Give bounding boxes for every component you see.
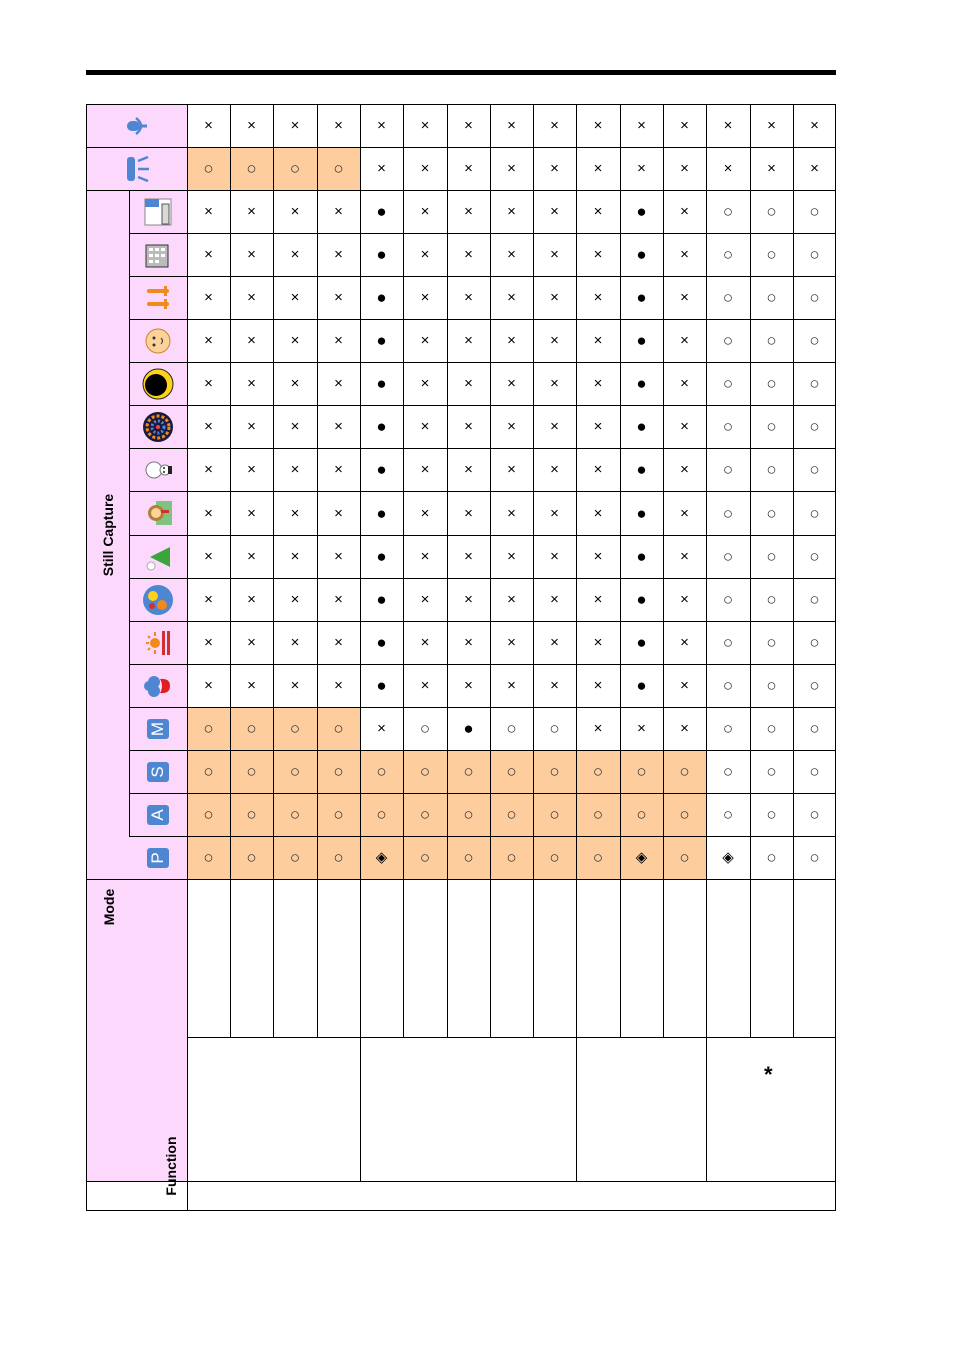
table-cell: × [420, 246, 430, 263]
table-cell: × [420, 418, 430, 435]
table-cell: ○ [809, 547, 820, 566]
table-cell: × [593, 634, 603, 651]
table-cell: ○ [203, 762, 214, 781]
table-cell: × [550, 634, 559, 651]
table-cell: × [680, 677, 689, 694]
table-cell: × [680, 418, 689, 435]
table-cell: × [290, 289, 300, 306]
table-cell: ○ [289, 159, 301, 178]
function-label: Function [163, 1136, 179, 1196]
table-cell: × [420, 289, 430, 306]
table-cell: × [204, 246, 213, 263]
table-cell: ○ [809, 805, 820, 824]
table-cell: × [723, 160, 733, 177]
table-cell: ○ [419, 805, 431, 824]
table-cell: × [464, 332, 473, 349]
table-cell: ○ [592, 848, 604, 867]
table-cell: ○ [766, 762, 777, 781]
table-cell: ◈ [722, 849, 734, 866]
table-cell: ● [376, 547, 387, 566]
table-cell: × [593, 375, 603, 392]
table-cell: × [550, 160, 559, 177]
table-cell: ○ [419, 719, 431, 738]
table-cell: × [204, 418, 213, 435]
table-cell: × [680, 720, 689, 737]
table-cell: × [377, 720, 386, 737]
table-cell: × [723, 117, 733, 134]
table-cell: × [290, 461, 300, 478]
table-cell: ● [636, 417, 647, 436]
table-cell: × [680, 634, 689, 651]
table-cell: × [593, 461, 603, 478]
table-cell: × [334, 677, 343, 694]
table-cell: × [420, 677, 430, 694]
table-cell: × [290, 591, 300, 608]
table-cell: ● [376, 202, 387, 221]
table-cell: ○ [203, 719, 214, 738]
table-cell: ○ [246, 159, 257, 178]
table-cell: × [593, 289, 603, 306]
table-cell: ○ [809, 331, 820, 350]
table-cell: ● [636, 245, 647, 264]
table-cell: × [507, 634, 516, 651]
table-cell: ○ [809, 202, 820, 221]
table-cell: ● [376, 460, 387, 479]
table-cell: × [507, 246, 516, 263]
table-cell: ○ [722, 417, 734, 436]
table-cell: × [464, 203, 473, 220]
table-cell: ○ [809, 374, 820, 393]
table-cell: × [593, 418, 603, 435]
table-cell: ○ [809, 288, 820, 307]
table-cell: × [334, 117, 343, 134]
table-cell: ● [376, 288, 387, 307]
table-cell: × [464, 591, 473, 608]
table-cell: × [507, 160, 516, 177]
table-cell: × [290, 634, 300, 651]
table-cell: × [334, 332, 343, 349]
table-cell: × [593, 720, 603, 737]
table-cell: ○ [766, 719, 777, 738]
table-cell: × [464, 289, 473, 306]
table-cell: ○ [333, 762, 344, 781]
table-cell: × [420, 160, 430, 177]
table-cell: ○ [809, 676, 820, 695]
table-cell: ○ [766, 331, 777, 350]
table-cell: ○ [722, 676, 734, 695]
table-cell: ● [636, 590, 647, 609]
table-cell: × [507, 332, 516, 349]
table-cell: × [550, 677, 559, 694]
table-cell: ○ [809, 633, 820, 652]
footnote-asterisk: * [764, 1062, 773, 1087]
table-cell: × [507, 418, 516, 435]
table-cell: × [464, 461, 473, 478]
table-cell: × [593, 246, 603, 263]
table-cell: × [464, 375, 473, 392]
table-cell: ◈ [375, 849, 388, 866]
table-cell: ○ [333, 159, 344, 178]
table-cell: ● [376, 331, 387, 350]
table-cell: ○ [679, 848, 690, 867]
table-cell: × [507, 203, 516, 220]
table-cell: × [290, 246, 300, 263]
table-cell: ○ [203, 159, 214, 178]
table-cell: × [204, 461, 213, 478]
table-cell: ○ [722, 202, 734, 221]
table-cell: × [680, 591, 689, 608]
table-cell: × [334, 591, 343, 608]
table-cell: ○ [419, 762, 431, 781]
table-cell: × [550, 375, 559, 392]
table-cell: ○ [722, 374, 734, 393]
table-cell: × [680, 461, 689, 478]
table-cell: × [290, 117, 300, 134]
table-cell: ○ [549, 848, 560, 867]
table-cell: ○ [506, 762, 517, 781]
table-cell: × [680, 504, 689, 522]
table-cell: × [550, 418, 559, 435]
table-cell: × [420, 634, 430, 651]
table-cell: × [290, 504, 300, 522]
table-cell: ○ [549, 762, 560, 781]
table-cell: × [247, 375, 256, 392]
table-cell: ○ [766, 547, 777, 566]
table-cell: × [810, 160, 819, 177]
table-cell: ○ [419, 848, 431, 867]
table-cell: × [290, 418, 300, 435]
table-cell: × [507, 117, 516, 134]
table-cell: ○ [376, 762, 387, 781]
table-cell: × [464, 634, 473, 651]
table-cell: × [247, 418, 256, 435]
table-cell: ○ [333, 848, 344, 867]
table-cell: ● [636, 374, 647, 393]
table-cell: × [680, 548, 689, 565]
table-cell: × [247, 461, 256, 478]
table-cell: × [420, 548, 430, 565]
table-cell: ○ [289, 762, 301, 781]
table-cell: × [550, 591, 559, 608]
table-cell: ○ [289, 848, 301, 867]
table-cell: ● [636, 633, 647, 652]
table-cell: × [550, 461, 559, 478]
table-cell: ○ [766, 633, 777, 652]
table-cell: ● [636, 331, 647, 350]
table-cell: × [507, 591, 516, 608]
table-cell: ○ [722, 331, 734, 350]
table-cell: × [334, 548, 343, 565]
table-cell: × [247, 246, 256, 263]
table-cell: × [334, 634, 343, 651]
table-cell: ○ [809, 762, 820, 781]
mode-letter: M [147, 719, 169, 739]
table-cell: ○ [766, 374, 777, 393]
table-cell: × [507, 289, 516, 306]
table-cell: ○ [333, 805, 344, 824]
table-cell: ● [636, 288, 647, 307]
table-cell: × [334, 289, 343, 306]
table-cell: ○ [809, 417, 820, 436]
table-cell: ○ [289, 719, 301, 738]
table-cell: × [247, 677, 256, 694]
table-cell: × [593, 504, 603, 522]
table-cell: × [464, 117, 473, 134]
table-frame [86, 104, 836, 1211]
table-cell: × [507, 548, 516, 565]
table-cell: × [550, 332, 559, 349]
table-cell: ○ [722, 805, 734, 824]
table-cell: × [204, 634, 213, 651]
table-cell: × [507, 504, 516, 522]
table-cell: × [204, 548, 213, 565]
table-cell: × [464, 504, 473, 522]
table-cell: ○ [766, 288, 777, 307]
table-cell: × [593, 591, 603, 608]
still-capture-label: Still Capture [100, 493, 116, 577]
table-cell: ○ [766, 503, 777, 523]
table-cell: × [550, 504, 559, 522]
table-cell: × [420, 117, 430, 134]
table-cell: × [680, 246, 689, 263]
table-cell: × [290, 677, 300, 694]
table-cell: ○ [246, 848, 257, 867]
table-cell: × [247, 591, 256, 608]
table-cell: × [680, 332, 689, 349]
table-cell: ○ [636, 762, 647, 781]
table-cell: ○ [592, 762, 604, 781]
table-cell: ○ [549, 719, 560, 738]
table-cell: × [204, 504, 213, 522]
table-cell: × [247, 548, 256, 565]
table-cell: ● [636, 676, 647, 695]
table-cell: ● [376, 633, 387, 652]
table-cell: ○ [679, 805, 690, 824]
table-cell: ● [376, 503, 387, 523]
table-cell: ○ [722, 245, 734, 264]
mode-letter: P [147, 848, 169, 868]
table-cell: × [420, 203, 430, 220]
table-cell: ○ [722, 503, 734, 523]
table-cell: ○ [766, 245, 777, 264]
table-cell: × [247, 332, 256, 349]
table-cell: × [290, 375, 300, 392]
table-cell: ○ [809, 719, 820, 738]
table-cell: ○ [722, 762, 734, 781]
mode-label: Mode [101, 888, 117, 926]
table-cell: ○ [766, 676, 777, 695]
table-cell: ○ [722, 547, 734, 566]
table-cell: × [377, 117, 386, 134]
table-cell: × [247, 634, 256, 651]
table-cell: × [290, 203, 300, 220]
table-cell: × [593, 677, 603, 694]
table-cell: ○ [549, 805, 560, 824]
table-cell: × [247, 117, 256, 134]
table-cell: × [420, 461, 430, 478]
table-cell: ○ [809, 848, 820, 867]
table-cell: × [550, 246, 559, 263]
table-cell: ○ [463, 848, 474, 867]
table-cell: ○ [246, 805, 257, 824]
table-cell: × [204, 117, 213, 134]
table-cell: ○ [722, 719, 734, 738]
table-cell: ○ [766, 590, 777, 609]
table-cell: × [550, 289, 559, 306]
table-cell: ○ [376, 805, 387, 824]
table-cell: × [334, 203, 343, 220]
table-cell: × [334, 246, 343, 263]
table-cell: ○ [722, 460, 734, 479]
table-cell: × [377, 160, 386, 177]
table-cell: × [680, 375, 689, 392]
table-cell: ○ [463, 805, 474, 824]
table-cell: × [334, 418, 343, 435]
table-cell: × [204, 203, 213, 220]
table-cell: × [593, 203, 603, 220]
table-cell: ● [463, 719, 474, 738]
table-cell: ● [376, 676, 387, 695]
table-cell: × [464, 677, 473, 694]
table-cell: × [464, 246, 473, 263]
table-cell: × [550, 203, 559, 220]
table-cell: ○ [246, 762, 257, 781]
table-cell: × [204, 591, 213, 608]
table-cell: × [464, 418, 473, 435]
table-cell: × [680, 160, 689, 177]
table-cell: × [334, 461, 343, 478]
table-cell: × [507, 677, 516, 694]
table-cell: × [767, 117, 776, 134]
table-cell: × [247, 504, 256, 522]
table-cell: × [290, 332, 300, 349]
table-cell: ○ [246, 719, 257, 738]
table-cell: ○ [809, 503, 820, 523]
table-cell: × [334, 375, 343, 392]
table-cell: ○ [809, 590, 820, 609]
table-cell: × [204, 677, 213, 694]
table-cell: ○ [463, 762, 474, 781]
table-cell: ○ [636, 805, 647, 824]
table-cell: × [550, 548, 559, 565]
table-cell: × [334, 504, 343, 522]
table-cell: ○ [809, 245, 820, 264]
table-cell: × [680, 117, 689, 134]
table-cell: ● [636, 503, 647, 523]
table-cell: × [680, 203, 689, 220]
table-cell: × [507, 461, 516, 478]
mode-letter: A [147, 805, 169, 825]
table-cell: × [637, 117, 646, 134]
table-cell: ○ [506, 719, 517, 738]
table-cell: ○ [809, 460, 820, 479]
table-cell: ○ [722, 633, 734, 652]
table-cell: ○ [203, 848, 214, 867]
table-cell: ○ [289, 805, 301, 824]
table-cell: × [810, 117, 819, 134]
table-cell: ● [376, 417, 387, 436]
table-cell: × [420, 375, 430, 392]
table-cell: × [290, 548, 300, 565]
table-cell: × [593, 548, 603, 565]
table-cell: × [420, 504, 430, 522]
table-cell: × [637, 160, 646, 177]
table-cell: × [204, 289, 213, 306]
table-cell: ○ [722, 288, 734, 307]
table-cell: × [593, 117, 603, 134]
table-cell: × [247, 203, 256, 220]
table-cell: × [464, 548, 473, 565]
table-cell: ○ [506, 848, 517, 867]
table-cell: × [204, 375, 213, 392]
table-cell: × [507, 375, 516, 392]
table-cell: × [420, 332, 430, 349]
table-cell: ○ [203, 805, 214, 824]
table-cell: × [420, 591, 430, 608]
table-cell: × [593, 332, 603, 349]
table-cell: ○ [722, 590, 734, 609]
table-cell: × [464, 160, 473, 177]
table-cell: ○ [766, 805, 777, 824]
table-cell: ○ [766, 202, 777, 221]
table-cell: ○ [766, 417, 777, 436]
table-cell: ○ [333, 719, 344, 738]
table-cell: ○ [592, 805, 604, 824]
table-cell: ● [636, 547, 647, 566]
table-cell: ○ [766, 848, 777, 867]
table-cell: × [637, 720, 646, 737]
table-cell: × [680, 289, 689, 306]
table-cell: ● [376, 374, 387, 393]
table-cell: ○ [679, 762, 690, 781]
table-cell: × [204, 332, 213, 349]
table-cell: × [247, 289, 256, 306]
table-cell: ● [636, 202, 647, 221]
table-cell: × [767, 160, 776, 177]
table-cell: ◈ [635, 849, 648, 866]
table-cell: ● [636, 460, 647, 479]
table-cell: × [550, 117, 559, 134]
table-cell: ● [376, 590, 387, 609]
table-cell: ○ [506, 805, 517, 824]
table-cell: × [593, 160, 603, 177]
table-cell: ○ [766, 460, 777, 479]
table-cell: ● [376, 245, 387, 264]
mode-letter: S [147, 762, 169, 782]
